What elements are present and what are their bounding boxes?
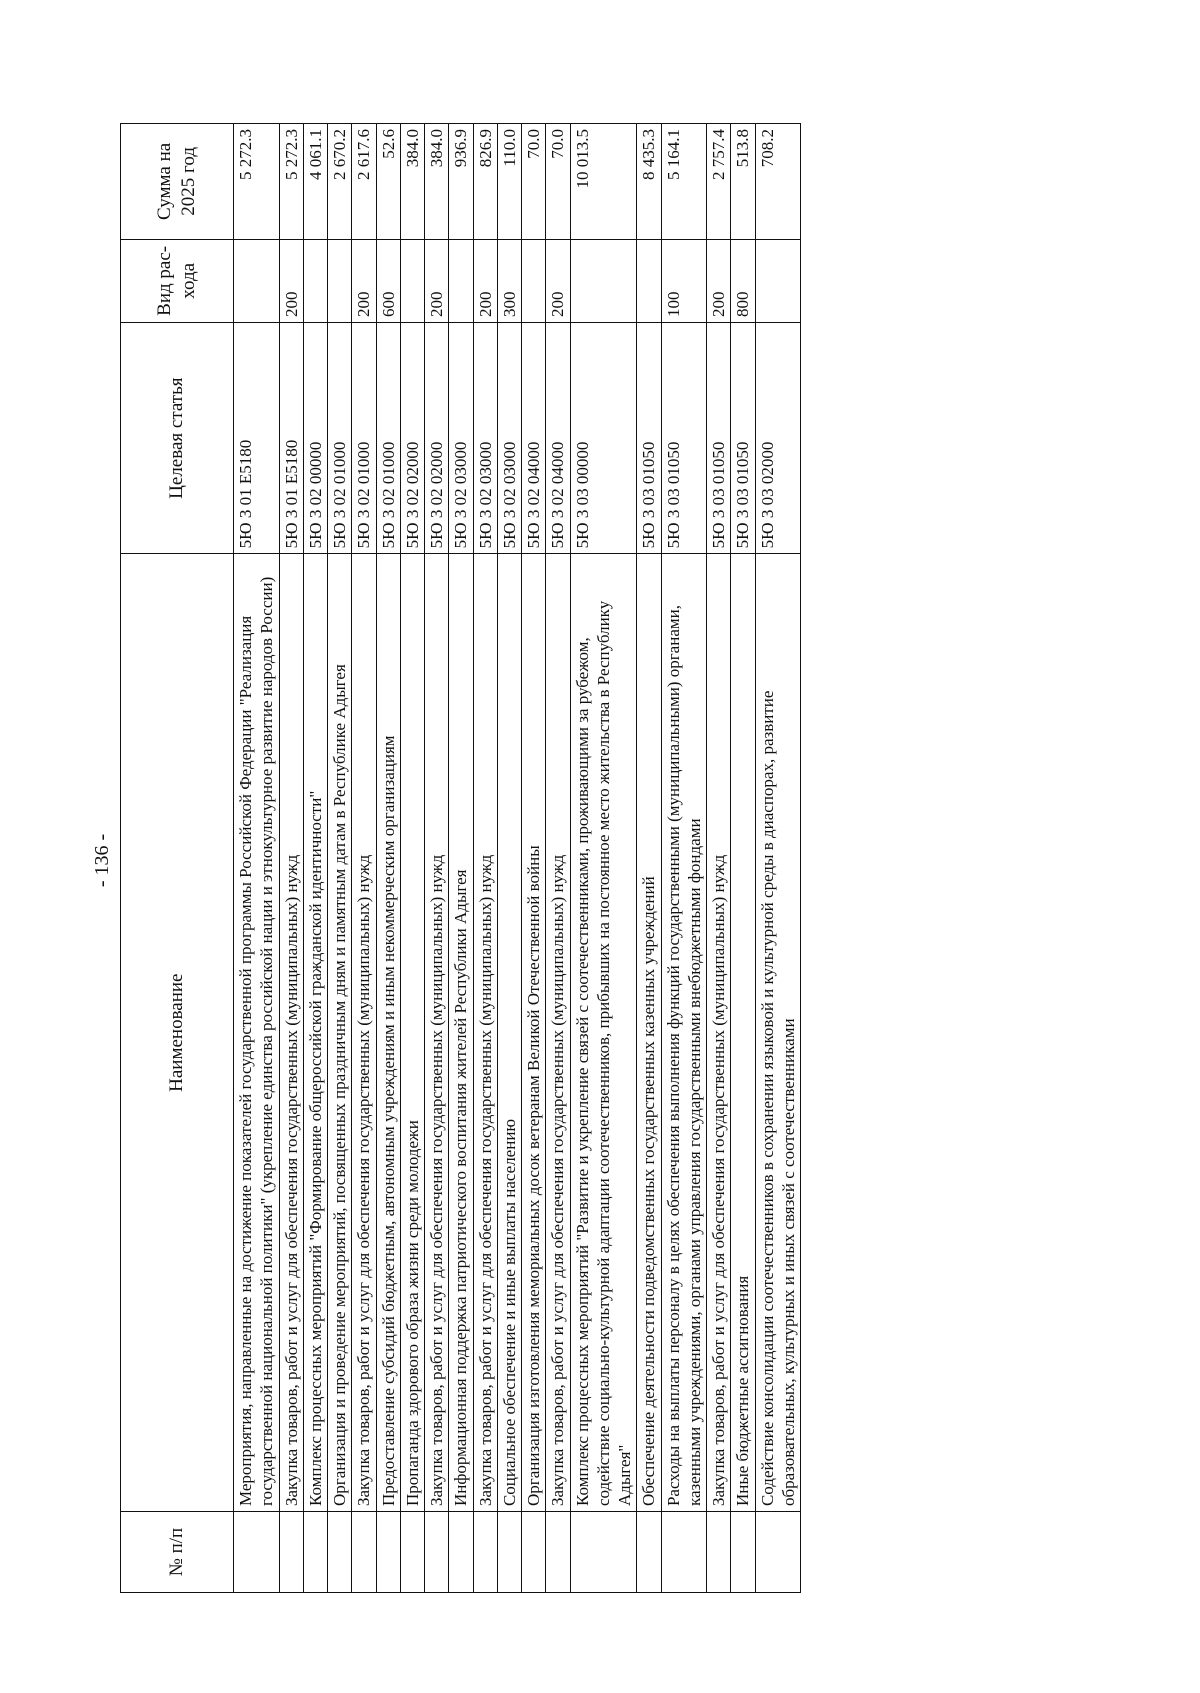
cell-name: Организация изготовления мемориальных досок ветеранам Великой Отечественной войны [522,554,546,1512]
table-row [234,124,280,1593]
cell-num [637,1512,661,1593]
cell-code: 5Ю 3 03 01050 [707,322,731,553]
cell-vid [522,239,546,322]
table-header-row [121,124,234,1593]
cell-name: Социальное обеспечение и иные выплаты населению [497,554,521,1512]
cell-num [449,1512,473,1593]
cell-num [731,1512,755,1593]
cell-name: Закупка товаров, работ и услуг для обеспечения государственных (муниципальных) нужд [425,554,449,1512]
cell-sum: 8 435.3 [637,124,661,240]
cell-vid: 200 [352,239,376,322]
cell-code: 5Ю 3 02 00000 [303,322,327,553]
cell-code: 5Ю 3 02 04000 [546,322,570,553]
cell-vid [400,239,424,322]
header-sum: Сумма на 2025 год [121,124,234,240]
cell-num [755,1512,801,1593]
table-row [497,124,521,1593]
cell-code: 5Ю 3 03 02000 [755,322,801,553]
cell-sum: 10 013.5 [570,124,637,240]
table-row [328,124,352,1593]
cell-code: 5Ю 3 01 E5180 [279,322,303,553]
table-row [425,124,449,1593]
cell-name: Закупка товаров, работ и услуг для обеспечения государственных (муниципальных) нужд [546,554,570,1512]
cell-name: Комплекс процессных мероприятий "Развитие и укрепление связей с соотечественниками, проживающими за рубежом, содействие социально-культурной адаптации соотечественников, прибывших на постоянное место жительства в Республику Адыгея" [570,554,637,1512]
cell-vid: 200 [707,239,731,322]
cell-name: Мероприятия, направленные на достижение показателей государственной программы Российской Федерации "Реализация государственной национальной политики" (укрепление единства российской нации и этнокультурное развитие народов России) [234,554,280,1512]
cell-name: Предоставление субсидий бюджетным, автономным учреждениям и иным некоммерческим организациям [376,554,400,1512]
header-code: Целевая статья [121,322,234,553]
cell-code: 5Ю 3 02 02000 [400,322,424,553]
table-row [473,124,497,1593]
table-row [755,124,801,1593]
cell-code: 5Ю 3 02 02000 [425,322,449,553]
cell-code: 5Ю 3 02 04000 [522,322,546,553]
cell-vid: 200 [425,239,449,322]
cell-name: Пропаганда здорового образа жизни среди молодежи [400,554,424,1512]
cell-code: 5Ю 3 02 01000 [328,322,352,553]
page-number: - 136 - [91,833,114,887]
table-row [546,124,570,1593]
table-row [637,124,661,1593]
cell-name: Закупка товаров, работ и услуг для обеспечения государственных (муниципальных) нужд [707,554,731,1512]
cell-vid: 200 [279,239,303,322]
cell-num [400,1512,424,1593]
cell-name: Закупка товаров, работ и услуг для обеспечения государственных (муниципальных) нужд [473,554,497,1512]
cell-vid: 600 [376,239,400,322]
cell-vid: 200 [546,239,570,322]
cell-vid [449,239,473,322]
cell-sum: 4 061.1 [303,124,327,240]
cell-sum: 708.2 [755,124,801,240]
cell-num [303,1512,327,1593]
cell-sum: 513.8 [731,124,755,240]
cell-name: Закупка товаров, работ и услуг для обеспечения государственных (муниципальных) нужд [352,554,376,1512]
header-name: Наименование [121,554,234,1512]
cell-sum: 70.0 [522,124,546,240]
cell-sum: 936.9 [449,124,473,240]
cell-num [352,1512,376,1593]
cell-vid: 300 [497,239,521,322]
cell-num [570,1512,637,1593]
cell-sum: 5 272.3 [279,124,303,240]
cell-num [546,1512,570,1593]
cell-vid [637,239,661,322]
cell-name: Расходы на выплаты персоналу в целях обеспечения выполнения функций государственными (муниципальными) органами, казенными учреждениями, органами управления государственными внебюджетными фондами [661,554,707,1512]
cell-vid [570,239,637,322]
cell-sum: 5 164.1 [661,124,707,240]
cell-name: Комплекс процессных мероприятий "Формирование общероссийской гражданской идентичности" [303,554,327,1512]
cell-vid [328,239,352,322]
cell-num [425,1512,449,1593]
cell-sum: 2 617.6 [352,124,376,240]
cell-vid: 200 [473,239,497,322]
cell-vid [303,239,327,322]
cell-sum: 70.0 [546,124,570,240]
table-row [522,124,546,1593]
table-row [731,124,755,1593]
cell-code: 5Ю 3 01 E5180 [234,322,280,553]
cell-num [497,1512,521,1593]
table-row [449,124,473,1593]
cell-num [234,1512,280,1593]
cell-sum: 5 272.3 [234,124,280,240]
cell-sum: 110.0 [497,124,521,240]
cell-sum: 826.9 [473,124,497,240]
cell-code: 5Ю 3 02 03000 [449,322,473,553]
cell-code: 5Ю 3 03 01050 [661,322,707,553]
table-row [303,124,327,1593]
cell-vid [234,239,280,322]
cell-code: 5Ю 3 03 00000 [570,322,637,553]
cell-num [707,1512,731,1593]
cell-name: Информационная поддержка патриотического воспитания жителей Республики Адыгея [449,554,473,1512]
table-row [570,124,637,1593]
cell-name: Организация и проведение мероприятий, посвященных праздничным дням и памятным датам в Республике Адыгея [328,554,352,1512]
cell-num [376,1512,400,1593]
table-row [376,124,400,1593]
cell-name: Обеспечение деятельности подведомственных государственных казенных учреждений [637,554,661,1512]
cell-num [522,1512,546,1593]
header-vid: Вид рас-хода [121,239,234,322]
cell-code: 5Ю 3 02 03000 [473,322,497,553]
cell-vid: 100 [661,239,707,322]
cell-name: Содействие консолидации соотечественников в сохранении языковой и культурной среды в диаспорах, развитие образовательных, культурных и иных связей с соотечественниками [755,554,801,1512]
cell-num [279,1512,303,1593]
table-row [661,124,707,1593]
cell-num [328,1512,352,1593]
cell-code: 5Ю 3 02 01000 [352,322,376,553]
cell-sum: 52.6 [376,124,400,240]
cell-sum: 384.0 [425,124,449,240]
cell-vid [755,239,801,322]
cell-num [473,1512,497,1593]
table-row [279,124,303,1593]
cell-sum: 384.0 [400,124,424,240]
cell-code: 5Ю 3 02 01000 [376,322,400,553]
cell-sum: 2 757.4 [707,124,731,240]
header-num: № п/п [121,1512,234,1593]
cell-sum: 2 670.2 [328,124,352,240]
cell-code: 5Ю 3 02 03000 [497,322,521,553]
table-body [234,124,801,1593]
cell-num [661,1512,707,1593]
cell-name: Иные бюджетные ассигнования [731,554,755,1512]
cell-vid: 800 [731,239,755,322]
cell-name: Закупка товаров, работ и услуг для обеспечения государственных (муниципальных) нужд [279,554,303,1512]
table-row [707,124,731,1593]
cell-code: 5Ю 3 03 01050 [731,322,755,553]
table-row [400,124,424,1593]
cell-code: 5Ю 3 03 01050 [637,322,661,553]
table-row [352,124,376,1593]
budget-table [120,123,801,1593]
